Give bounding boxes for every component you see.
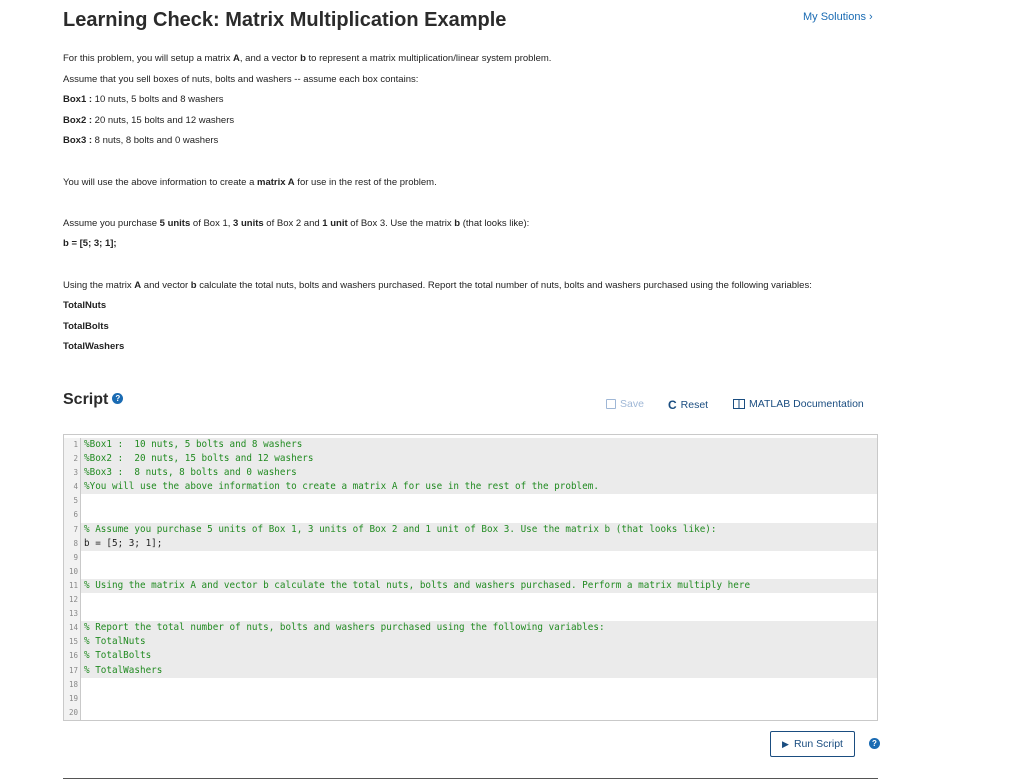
doc-label: MATLAB Documentation xyxy=(749,398,864,410)
help-icon[interactable]: ? xyxy=(112,393,123,404)
reset-icon: C xyxy=(668,398,677,412)
text-bold: b xyxy=(190,279,197,291)
line-number: 4 xyxy=(64,480,81,494)
variable-total-washers: TotalWashers xyxy=(63,341,125,353)
line-number: 16 xyxy=(64,649,81,663)
code-line[interactable] xyxy=(64,537,877,551)
code-text[interactable] xyxy=(81,678,877,692)
box-text: 10 nuts, 5 bolts and 8 washers xyxy=(92,94,224,106)
problem-description xyxy=(63,49,943,358)
code-line[interactable] xyxy=(64,692,877,706)
text: and vector xyxy=(141,279,191,291)
text-bold: b xyxy=(300,53,306,64)
box-label: Box2 : xyxy=(63,114,93,126)
box-label: Box3 : xyxy=(63,135,93,147)
line-number: 10 xyxy=(64,565,81,579)
line-number: 2 xyxy=(64,452,81,466)
intro-line xyxy=(63,49,943,70)
code-line[interactable] xyxy=(64,621,877,635)
code-text[interactable] xyxy=(81,494,877,508)
code-text[interactable] xyxy=(81,706,877,720)
code-line[interactable] xyxy=(64,508,877,522)
variable-total-nuts: TotalNuts xyxy=(63,300,107,312)
text: of Box 3. Use the matrix xyxy=(347,217,455,229)
code-line[interactable] xyxy=(64,649,877,663)
text-bold: 3 units xyxy=(233,217,264,229)
code-line[interactable] xyxy=(64,607,877,621)
code-line[interactable] xyxy=(64,565,877,579)
text-bold: matrix A xyxy=(257,176,295,188)
text: You will use the above information to create a xyxy=(63,176,257,188)
line-number: 18 xyxy=(64,678,81,692)
line-number: 20 xyxy=(64,706,81,720)
code-text[interactable]: % TotalWashers xyxy=(81,664,877,678)
code-line[interactable] xyxy=(64,593,877,607)
divider xyxy=(63,778,878,779)
box2-line xyxy=(63,111,943,132)
box-text: 8 nuts, 8 bolts and 0 washers xyxy=(92,135,219,147)
line-number: 15 xyxy=(64,635,81,649)
line-number: 12 xyxy=(64,593,81,607)
line-number: 13 xyxy=(64,607,81,621)
code-editor[interactable] xyxy=(63,434,878,721)
box3-line xyxy=(63,131,943,152)
code-line[interactable] xyxy=(64,579,877,593)
editor-lines xyxy=(64,438,877,720)
reset-button[interactable] xyxy=(668,398,708,412)
code-text[interactable] xyxy=(81,565,877,579)
code-text[interactable]: % TotalNuts xyxy=(81,635,877,649)
code-text[interactable]: % Report the total number of nuts, bolts and washers purchased using the following variables: xyxy=(81,621,877,635)
script-heading xyxy=(63,391,123,409)
line-number: 9 xyxy=(64,551,81,565)
code-line[interactable] xyxy=(64,635,877,649)
code-text[interactable]: % Using the matrix A and vector b calculate the total nuts, bolts and washers purchased. Perform a matrix multiply here xyxy=(81,579,877,593)
text: , and a vector xyxy=(239,53,301,64)
run-script-button[interactable] xyxy=(770,731,855,757)
code-text[interactable]: %Box1 : 10 nuts, 5 bolts and 8 washers xyxy=(81,438,877,452)
b-definition: b = [5; 3; 1]; xyxy=(63,238,117,250)
play-icon: ▶ xyxy=(782,738,789,749)
code-text[interactable]: % Assume you purchase 5 units of Box 1, 3 units of Box 2 and 1 unit of Box 3. Use the matrix b (that looks like): xyxy=(81,523,877,537)
line-number: 5 xyxy=(64,494,81,508)
assume-line: Assume that you sell boxes of nuts, bolts and washers -- assume each box contains: xyxy=(63,73,419,85)
line-number: 8 xyxy=(64,537,81,551)
box1-line xyxy=(63,90,943,111)
line-number: 14 xyxy=(64,621,81,635)
text-bold: A xyxy=(233,53,240,64)
help-icon[interactable]: ? xyxy=(869,738,880,749)
code-text[interactable]: %You will use the above information to create a matrix A for use in the rest of the problem. xyxy=(81,480,877,494)
code-text[interactable] xyxy=(81,607,877,621)
reset-label: Reset xyxy=(680,399,709,411)
box-label: Box1 : xyxy=(63,94,93,106)
line-number: 6 xyxy=(64,508,81,522)
code-line[interactable] xyxy=(64,480,877,494)
text: Using the matrix xyxy=(63,279,135,291)
line-number: 19 xyxy=(64,692,81,706)
book-icon xyxy=(733,399,745,409)
line-number: 3 xyxy=(64,466,81,480)
code-text[interactable] xyxy=(81,551,877,565)
code-text[interactable] xyxy=(81,593,877,607)
text-bold: 1 unit xyxy=(322,217,348,229)
code-line[interactable] xyxy=(64,438,877,452)
code-line[interactable] xyxy=(64,664,877,678)
box-text: 20 nuts, 15 bolts and 12 washers xyxy=(92,114,235,126)
code-line[interactable] xyxy=(64,494,877,508)
line-number: 1 xyxy=(64,438,81,452)
variable-total-bolts: TotalBolts xyxy=(63,320,109,332)
code-text[interactable]: %Box2 : 20 nuts, 15 bolts and 12 washers xyxy=(81,452,877,466)
text: Assume you purchase xyxy=(63,217,160,229)
text-bold: b xyxy=(454,217,461,229)
code-line[interactable] xyxy=(64,706,877,720)
calculate-line xyxy=(63,276,943,297)
run-label: Run Script xyxy=(793,738,843,750)
save-button[interactable] xyxy=(606,398,644,410)
code-text[interactable] xyxy=(81,692,877,706)
text: of Box 2 and xyxy=(263,217,323,229)
my-solutions-link[interactable]: My Solutions › xyxy=(803,11,873,23)
code-text[interactable]: b = [5; 3; 1]; xyxy=(81,537,877,551)
text: to represent a matrix multiplication/linear system problem. xyxy=(305,53,552,64)
code-line[interactable] xyxy=(64,523,877,537)
code-text[interactable]: %Box3 : 8 nuts, 8 bolts and 0 washers xyxy=(81,466,877,480)
text: For this problem, you will setup a matrix xyxy=(63,53,234,64)
create-matrix-line xyxy=(63,173,943,194)
text: of Box 1, xyxy=(190,217,234,229)
save-icon xyxy=(606,399,616,409)
matlab-documentation-button[interactable] xyxy=(733,398,864,410)
code-line[interactable] xyxy=(64,551,877,565)
line-number: 11 xyxy=(64,579,81,593)
code-line[interactable] xyxy=(64,678,877,692)
text-bold: 5 units xyxy=(159,217,191,229)
line-number: 7 xyxy=(64,523,81,537)
script-title: Script xyxy=(63,391,109,408)
page-title: Learning Check: Matrix Multiplication Example xyxy=(63,9,507,31)
code-line[interactable] xyxy=(64,466,877,480)
text: (that looks like): xyxy=(460,217,530,229)
code-line[interactable] xyxy=(64,452,877,466)
text-bold: A xyxy=(134,279,142,291)
code-text[interactable]: % TotalBolts xyxy=(81,649,877,663)
line-number: 17 xyxy=(64,664,81,678)
save-label: Save xyxy=(620,398,644,410)
text: for use in the rest of the problem. xyxy=(294,176,437,188)
text: calculate the total nuts, bolts and washers purchased. Report the total number of nuts, bolts and washers purchased using the following variables: xyxy=(196,279,812,291)
code-text[interactable] xyxy=(81,508,877,522)
purchase-line xyxy=(63,214,943,235)
